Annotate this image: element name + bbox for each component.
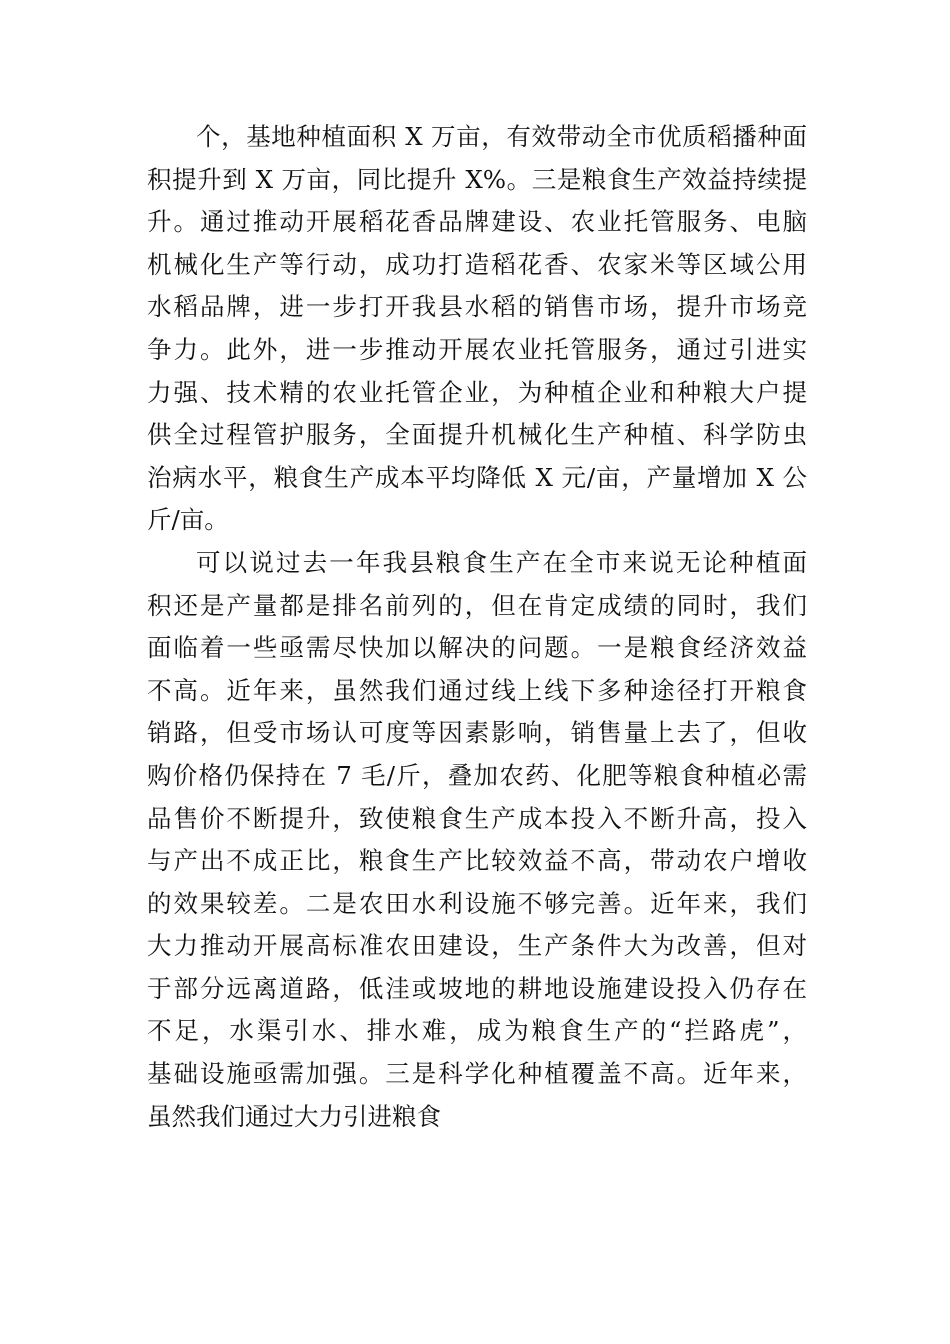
paragraph-2-line-6: 购价格仍保持在 7 毛/斤，叠加农药、化肥等粮食种植必需 — [147, 760, 807, 790]
paragraph-1-line-3: 升。通过推动开展稻花香品牌建设、农业托管服务、电脑 — [147, 207, 807, 237]
paragraph-2-line-5: 销路，但受市场认可度等因素影响，销售量上去了，但收 — [147, 718, 807, 748]
body-text — [147, 116, 807, 1138]
paragraph-2-line-8: 与产出不成正比，粮食生产比较效益不高，带动农户增收 — [147, 846, 807, 876]
paragraph-2-line-4: 不高。近年来，虽然我们通过线上线下多种途径打开粮食 — [147, 675, 807, 705]
paragraph-2-line-2: 积还是产量都是排名前列的，但在肯定成绩的同时，我们 — [147, 590, 807, 620]
paragraph-1-line-5: 水稻品牌，进一步打开我县水稻的销售市场，提升市场竞 — [147, 292, 807, 322]
paragraph-2-line-11: 于部分远离道路，低洼或坡地的耕地设施建设投入仍存在 — [147, 973, 807, 1003]
paragraph-2-line-12: 不足，水渠引水、排水难，成为粮食生产的“拦路虎”， — [147, 1016, 807, 1046]
paragraph-2-line-14: 虽然我们通过大力引进粮食 — [147, 1101, 441, 1131]
paragraph-1-line-6: 争力。此外，进一步推动开展农业托管服务，通过引进实 — [147, 334, 807, 364]
paragraph-1-line-10: 斤/亩。 — [147, 505, 229, 535]
paragraph-1-line-4: 机械化生产等行动，成功打造稻花香、农家米等区域公用 — [147, 249, 807, 279]
paragraph-2-line-9: 的效果较差。二是农田水利设施不够完善。近年来，我们 — [147, 888, 807, 918]
paragraph-2-line-10: 大力推动开展高标准农田建设，生产条件大为改善，但对 — [147, 931, 807, 961]
paragraph-1-line-8: 供全过程管护服务，全面提升机械化生产种植、科学防虫 — [147, 420, 807, 450]
paragraph-2-line-3: 面临着一些亟需尽快加以解决的问题。一是粮食经济效益 — [147, 633, 807, 663]
paragraph-2-line-1: 可以说过去一年我县粮食生产在全市来说无论种植面 — [196, 547, 807, 577]
paragraph-1-line-7: 力强、技术精的农业托管企业，为种植企业和种粮大户提 — [147, 377, 807, 407]
paragraph-1-line-1: 个，基地种植面积 X 万亩，有效带动全市优质稻播种面 — [196, 122, 807, 151]
paragraph-1-line-2: 积提升到 X 万亩，同比提升 X%。三是粮食生产效益持续提 — [147, 164, 807, 194]
paragraph-2-line-13: 基础设施亟需加强。三是科学化种植覆盖不高。近年来， — [147, 1059, 807, 1089]
paragraph-1-line-9: 治病水平，粮食生产成本平均降低 X 元/亩，产量增加 X 公 — [147, 462, 807, 492]
paragraph-2-line-7: 品售价不断提升，致使粮食生产成本投入不断升高，投入 — [147, 803, 807, 833]
